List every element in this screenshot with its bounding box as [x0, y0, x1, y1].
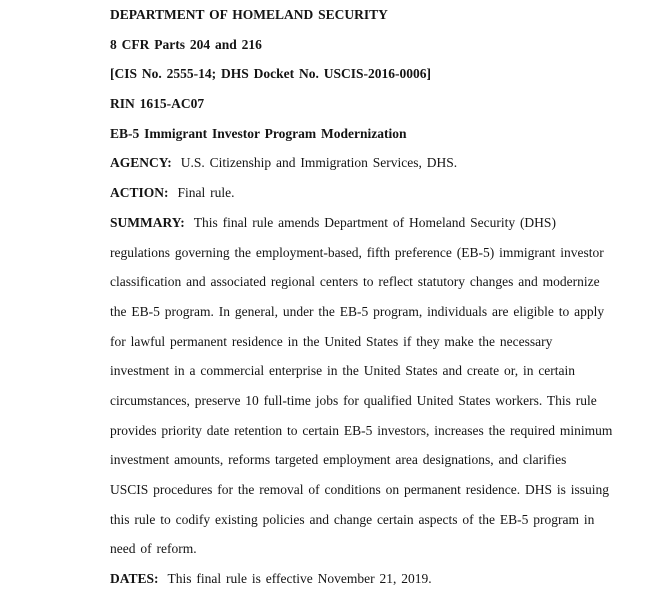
- summary-line-4: the EB-5 program. In general, under the EB-5 program, individuals are eligible to apply: [110, 303, 605, 319]
- agency-text: U.S. Citizenship and Immigration Services, DHS.: [180, 155, 458, 171]
- summary-line-9: investment amounts, reforms targeted employment area designations, and clarifies: [110, 452, 567, 468]
- heading-rule-title: EB-5 Immigrant Investor Program Modernization: [110, 125, 407, 141]
- summary-line-12: need of reform.: [110, 541, 197, 557]
- heading-cfr-parts: 8 CFR Parts 204 and 216: [110, 36, 262, 52]
- summary-line-8: provides priority date retention to certain EB-5 investors, increases the required minimum: [110, 422, 613, 438]
- summary-label: SUMMARY:: [110, 214, 185, 230]
- agency-label: AGENCY:: [110, 155, 172, 171]
- summary-line-5: for lawful permanent residence in the United States if they make the necessary: [110, 333, 553, 349]
- summary-line-1: [110, 208, 650, 238]
- summary-line-6: investment in a commercial enterprise in the United States and create or, in certain: [110, 363, 576, 379]
- dates-label: DATES:: [110, 571, 159, 587]
- summary-line-10: USCIS procedures for the removal of conditions on permanent residence. DHS is issuing: [110, 482, 610, 497]
- action-label: ACTION:: [110, 185, 169, 201]
- heading-rin: RIN 1615-AC07: [110, 96, 205, 112]
- action-text: Final rule.: [177, 185, 235, 201]
- summary-line-1-text: This final rule amends Department of Homeland Security (DHS): [193, 214, 556, 230]
- summary-line-3: classification and associated regional centers to reflect statutory changes and modernize: [110, 274, 600, 290]
- summary-line-11: this rule to codify existing policies and change certain aspects of the EB-5 program in: [110, 511, 595, 527]
- summary-line-2: regulations governing the employment-based, fifth preference (EB-5) immigrant investor: [110, 244, 604, 260]
- dates-text: This final rule is effective November 21, 2019.: [167, 571, 432, 587]
- heading-docket-number: [CIS No. 2555-14; DHS Docket No. USCIS-2016-0006]: [110, 66, 431, 82]
- summary-line-7: circumstances, preserve 10 full-time jobs for qualified United States workers. This rule: [110, 392, 597, 408]
- dates-line: [110, 564, 650, 594]
- agency-line: [110, 148, 650, 178]
- action-line: [110, 178, 650, 208]
- heading-department: DEPARTMENT OF HOMELAND SECURITY: [110, 7, 388, 22]
